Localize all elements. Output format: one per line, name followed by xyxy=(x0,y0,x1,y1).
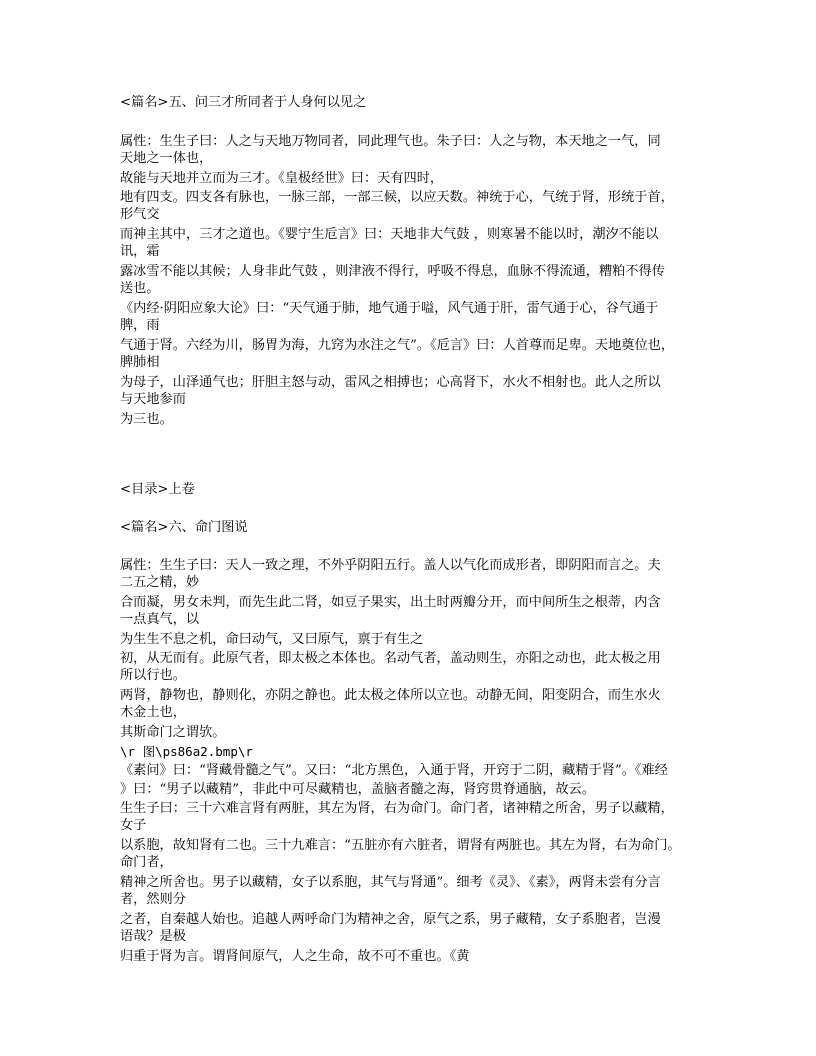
text-line: 以系胞，故知肾有二也。三十九难言：“五脏亦有六脏者，谓肾有两脏也。其左为肾，右为命门。 xyxy=(120,838,681,853)
text-line: 属性：生生子曰：天人一致之理，不外乎阴阳五行。盖人以气化而成形者，即阴阳而言之。夫 xyxy=(120,558,661,573)
text-line: 归重于肾为言。谓肾间原气，人之生命，故不可不重也。《黄 xyxy=(120,949,470,964)
text-line: 为母子，山泽通气也；肝胆主怒与动，雷风之相搏也；心高肾下，水火不相射也。此人之所以 xyxy=(120,375,661,390)
text-line: 属性：生生子曰：人之与天地万物同者，同此理气也。朱子曰：人之与物，本天地之一气，同 xyxy=(120,134,661,149)
text-line: 故能与天地并立而为三才。《皇极经世》曰：天有四时， xyxy=(120,171,444,186)
section-heading: <篇名>五、问三才所同者于人身何以见之 xyxy=(120,95,367,110)
text-line: 合而凝，男女未判，而先生此二肾，如豆子果实，出土时两瓣分开，而中间所生之根蒂，内含 xyxy=(120,595,661,610)
text-line: 天地之一体也， xyxy=(120,151,213,166)
text-line: 一点真气，以 xyxy=(120,612,200,627)
text-line: 之者，自秦越人始也。追越人两呼命门为精神之舍，原气之系，男子藏精，女子系胞者，岂漫 xyxy=(120,912,661,927)
text-line: 形气交 xyxy=(120,207,160,222)
text-line: 两肾，静物也，静则化，亦阴之静也。此太极之体所以立也。动静无间，阳变阴合，而生水火 xyxy=(120,688,661,703)
text-line: 脾肺相 xyxy=(120,355,160,370)
text-line: 与天地参而 xyxy=(120,392,186,407)
text-line: 女子 xyxy=(120,818,147,833)
text-line: 命门者， xyxy=(120,855,173,870)
text-line: 地有四支。四支各有脉也，一脉三部，一部三候，以应天数。神统于心，气统于肾，形统于首， xyxy=(120,190,674,205)
text-line: 而神主其中，三才之道也。《婴宁生卮言》曰：天地非大气鼓 ，则寒暑不能以时，潮汐不能以 xyxy=(120,227,659,242)
text-line: 者，然则分 xyxy=(120,892,186,907)
image-reference: \r 图\ps86a2.bmp\r xyxy=(120,744,253,759)
text-line: 讯，霜 xyxy=(120,244,160,259)
text-line: 生生子曰：三十六难言肾有两脏，其左为肾，右为命门。命门者，诸神精之所舍，男子以藏精， xyxy=(120,801,674,816)
text-line: 所以行也。 xyxy=(120,668,186,683)
text-line: 脾，雨 xyxy=(120,318,160,333)
text-line: 为生生不息之机，命曰动气，又曰原气，禀于有生之 xyxy=(120,632,424,647)
text-line: 《内经·阴阳应象大论》曰：“天气通于肺，地气通于嗌，风气通于肝，雷气通于心，谷气通于 xyxy=(120,301,659,316)
text-line: 其斯命门之谓欤。 xyxy=(120,725,226,740)
text-line: 《素问》曰：“肾藏骨髓之气”。又曰：“北方黑色，入通于肾，开窍于二阴，藏精于肾”。《难经 xyxy=(120,763,668,778)
catalog-heading: <目录>上卷 xyxy=(120,482,195,497)
text-line: 木金土也， xyxy=(120,705,186,720)
text-line: 送也。 xyxy=(120,281,160,296)
text-line: 精神之所舍也。男子以藏精，女子以系胞，其气与肾通”。细考《灵》、《素》，两肾未尝有分言 xyxy=(120,875,661,890)
text-line: 气通于肾。六经为川，肠胃为海，九窍为水注之气”。《卮言》曰：人首尊而足卑。天地奠位也， xyxy=(120,338,675,353)
text-line: 语哉？是极 xyxy=(120,929,186,944)
text-line: 二五之精，妙 xyxy=(120,575,200,590)
text-line: 为三也。 xyxy=(120,412,173,427)
text-line: 初，从无而有。此原气者，即太极之本体也。名动气者，盖动则生，亦阳之动也，此太极之用 xyxy=(120,651,661,666)
text-line: 》曰：“男子以藏精”，非此中可尽藏精也，盖脑者髓之海，肾窍贯脊通脑，故云。 xyxy=(120,782,596,797)
text-line: 露冰雪不能以其候；人身非此气鼓 ，则津液不得行，呼吸不得息，血脉不得流通，糟粕不得传 xyxy=(120,264,665,279)
section-heading: <篇名>六、命门图说 xyxy=(120,520,248,535)
